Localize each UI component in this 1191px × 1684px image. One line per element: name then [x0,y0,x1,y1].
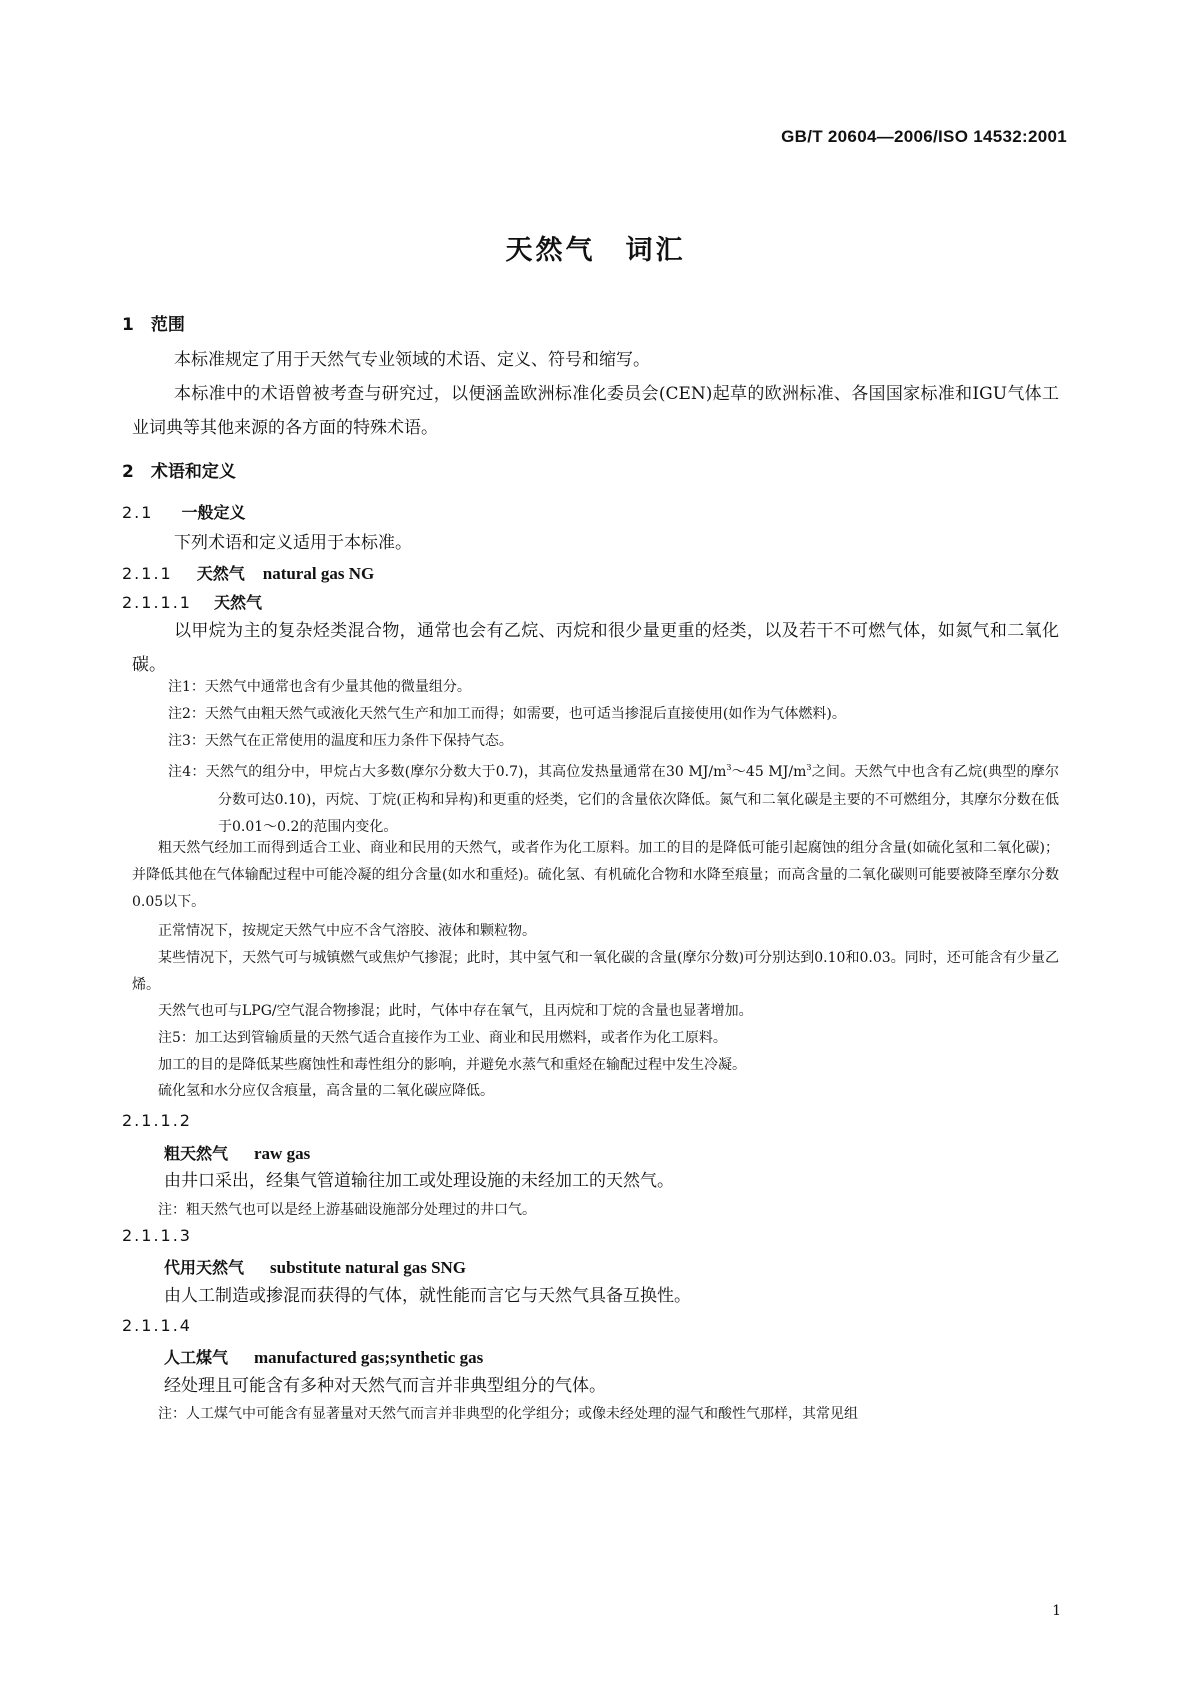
term-2-1-1-2-definition: 由井口采出，经集气管道输往加工或处理设施的未经加工的天然气。 [164,1171,674,1191]
text-block-5: 加工的目的是降低某些腐蚀性和毒性组分的影响，并避免水蒸气和重烃在输配过程中发生冷凝。 [158,1057,746,1073]
text-block-1: 粗天然气经加工而得到适合工业、商业和民用的天然气，或者作为化工原料。加工的目的是降低可能引起腐蚀的组分含量(如硫化氢和二氧化碳)；并降低其他在气体输配过程中可能冷凝的组分含量(如水和重烃)。硫化氢、有机硫化合物和水降至痕量；而高含量的二氧化碳则可能要被降至摩尔分数0.05以下。 [132,840,1059,910]
section-1-heading: 1 范围 [122,315,185,335]
term-zh: 人工煤气 [164,1348,229,1367]
term-2-1-1-2-note: 注：粗天然气也可以是经上游基础设施部分处理过的井口气。 [158,1202,536,1218]
term-zh: 代用天然气 [164,1258,245,1277]
text-block-3: 某些情况下，天然气可与城镇燃气或焦炉气掺混；此时，其中氢气和一氧化碳的含量(摩尔分数)可分别达到0.10和0.03。同时，还可能含有少量乙烯。 [132,950,1059,993]
term-en: natural gas NG [262,564,375,583]
note-4-part-b: ～45 MJ/m [731,764,807,780]
section-title: 一般定义 [181,503,246,522]
page-title: 天然气 词汇 [505,235,686,266]
superscript: 3 [726,763,732,772]
term-2-1-1-2-heading [164,1141,310,1164]
section-1-para-2: 本标准中的术语曾被考查与研究过，以便涵盖欧洲标准化委员会(CEN)起草的欧洲标准、各国国家标准和IGU气体工业词典等其他来源的各方面的特殊术语。 [132,384,1059,438]
term-2-1-1-1-definition: 以甲烷为主的复杂烃类混合物，通常也会有乙烷、丙烷和很少量更重的烃类，以及若干不可燃气体，如氮气和二氧化碳。 [132,621,1059,675]
note-4-part-c: 之间。天然气中也含有乙烷(典型的摩尔分数可达0.10)，丙烷、丁烷(正构和异构)和更重的烃类，它们的含量依次降低。氮气和二氧化碳是主要的不可燃组分，其摩尔分数在低于0.01～0.2的范围内变化。 [218,764,1059,835]
term-2-1-1-3-definition: 由人工制造或掺混而获得的气体，就性能而言它与天然气具备互换性。 [164,1286,691,1306]
term-zh: 粗天然气 [164,1144,229,1163]
term-number: 2.1.1.1 [122,593,192,612]
text-block-4: 天然气也可与LPG/空气混合物掺混；此时，气体中存在氧气，且丙烷和丁烷的含量也显著增加。 [158,1003,753,1019]
term-2-1-1-heading [122,561,374,584]
term-zh: 天然气 [196,564,245,583]
term-zh: 天然气 [213,593,262,612]
note-4-part-a: 注4：天然气的组分中，甲烷占大多数(摩尔分数大于0.7)，其高位发热量通常在30 MJ/m [168,764,727,780]
section-1-para-1: 本标准规定了用于天然气专业领域的术语、定义、符号和缩写。 [174,350,650,370]
section-2-1-heading [122,500,245,523]
term-2-1-1-4-heading [164,1345,483,1368]
term-en: substitute natural gas SNG [270,1258,467,1277]
term-2-1-1-3-heading [164,1255,466,1278]
note-4 [168,754,1059,842]
text-block-2: 正常情况下，按规定天然气中应不含气溶胶、液体和颗粒物。 [158,923,536,939]
term-2-1-1-2-number: 2.1.1.2 [122,1111,192,1130]
term-2-1-1-3-number: 2.1.1.3 [122,1226,192,1245]
text-block-6: 硫化氢和水分应仅含痕量，高含量的二氧化碳应降低。 [158,1083,494,1099]
term-number: 2.1.1 [122,564,173,583]
term-2-1-1-4-definition: 经处理且可能含有多种对天然气而言并非典型组分的气体。 [164,1376,606,1396]
section-2-heading: 2 术语和定义 [122,462,236,482]
section-number: 2.1 [122,503,154,522]
section-2-1-text: 下列术语和定义适用于本标准。 [174,533,412,553]
term-en: raw gas [254,1144,311,1163]
term-2-1-1-4-number: 2.1.1.4 [122,1316,192,1335]
standard-code: GB/T 20604—2006/ISO 14532:2001 [781,127,1067,146]
term-en: manufactured gas;synthetic gas [254,1348,484,1367]
note-3: 注3：天然气在正常使用的温度和压力条件下保持气态。 [168,733,513,749]
page-number: 1 [1052,1603,1061,1619]
term-2-1-1-1-heading [122,590,262,613]
superscript: 3 [806,763,812,772]
note-2: 注2：天然气由粗天然气或液化天然气生产和加工而得；如需要，也可适当掺混后直接使用(如作为气体燃料)。 [168,706,846,722]
term-2-1-1-4-note: 注：人工煤气中可能含有显著量对天然气而言并非典型的化学组分；或像未经处理的湿气和酸性气那样，其常见组 [158,1406,858,1422]
note-5: 注5：加工达到管输质量的天然气适合直接作为工业、商业和民用燃料，或者作为化工原料。 [158,1030,727,1046]
note-1: 注1：天然气中通常也含有少量其他的微量组分。 [168,679,471,695]
